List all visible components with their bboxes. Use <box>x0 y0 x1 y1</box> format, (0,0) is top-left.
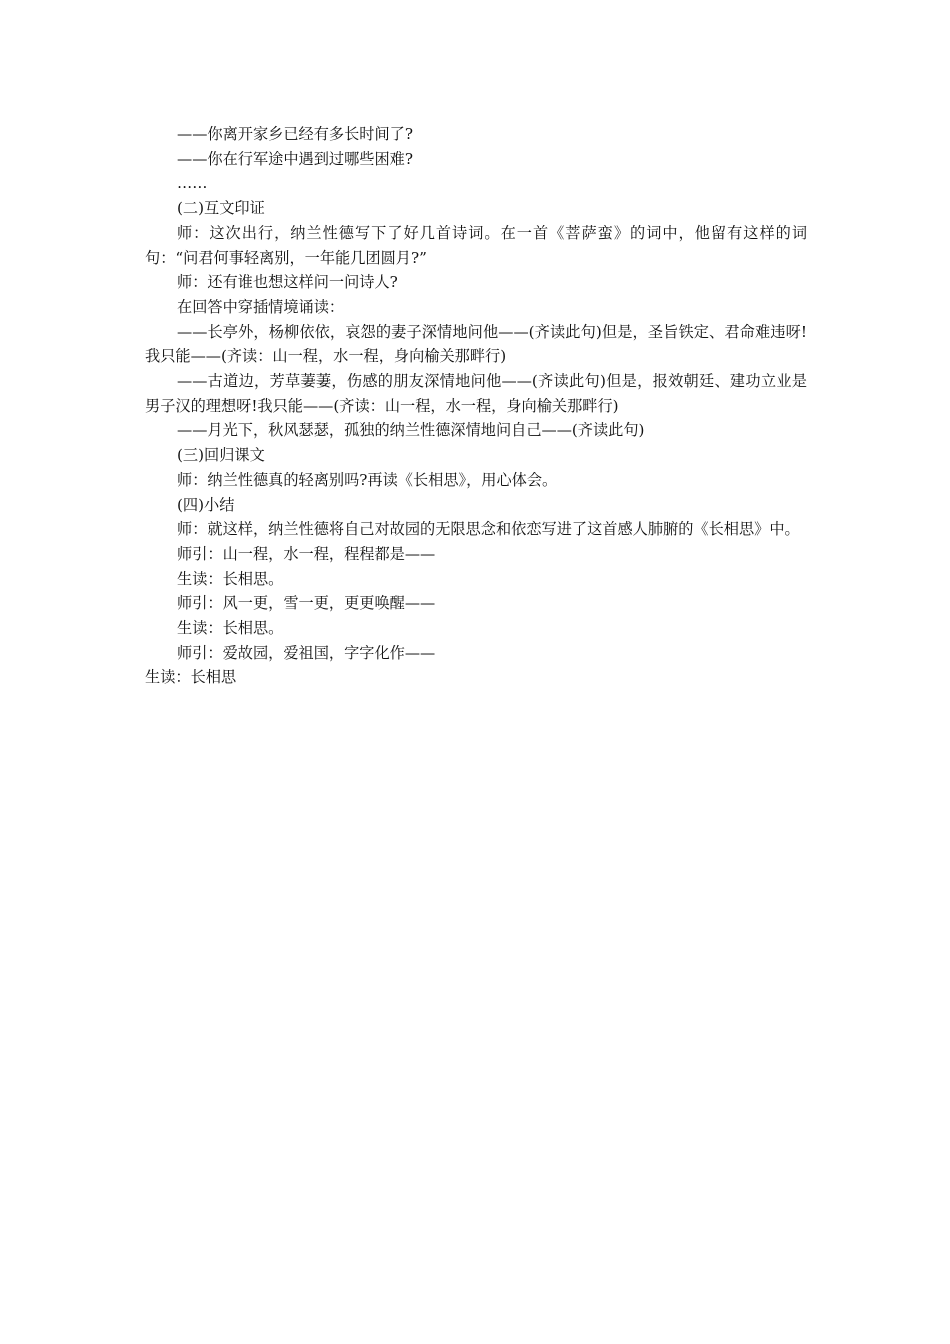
question-line-2: ——你在行军途中遇到过哪些困难? <box>177 149 413 168</box>
student-reply-3: 生读：长相思 <box>145 668 237 687</box>
student-reply-1: 生读：长相思。 <box>177 569 284 588</box>
teacher-prompt-1: 师引：山一程，水一程，程程都是—— <box>177 544 436 563</box>
reading-paragraph-2: ——古道边，芳草萋萋，伤感的朋友深情地问他——(齐读此句)但是，报效朝廷、建功立业是男子汉的理想呀!我只能——(齐读：山一程，水一程，身向榆关那畔行) <box>145 372 807 415</box>
ellipsis-line: …… <box>177 174 208 193</box>
teacher-paragraph-3: 师：纳兰性德真的轻离别吗?再读《长相思》，用心体会。 <box>177 470 558 489</box>
document-body <box>145 122 807 690</box>
section-heading-2: (二)互文印证 <box>177 199 265 218</box>
teacher-paragraph-2: 师：还有谁也想这样问一问诗人? <box>177 273 398 292</box>
section-heading-3: (三)回归课文 <box>177 446 265 465</box>
instruction-paragraph: 在回答中穿插情境诵读： <box>177 297 345 316</box>
question-line-1: ——你离开家乡已经有多长时间了? <box>177 125 413 143</box>
reading-paragraph-1: ——长亭外，杨柳依依，哀怨的妻子深情地问他——(齐读此句)但是，圣旨铁定、君命难违呀!我只能——(齐读：山一程，水一程，身向榆关那畔行) <box>145 322 807 366</box>
teacher-prompt-3: 师引：爱故园，爱祖国，字字化作—— <box>177 643 436 662</box>
student-reply-2: 生读：长相思。 <box>177 619 284 638</box>
reading-paragraph-3: ——月光下，秋风瑟瑟，孤独的纳兰性德深情地问自己——(齐读此句) <box>177 421 645 440</box>
teacher-paragraph-1: 师：这次出行，纳兰性德写下了好几首诗词。在一首《菩萨蛮》的词中，他留有这样的词句：“问君何事轻离别，一年能几团圆月?” <box>145 223 807 267</box>
section-heading-4: (四)小结 <box>177 495 235 514</box>
summary-paragraph: 师：就这样，纳兰性德将自己对故园的无限思念和依恋写进了这首感人肺腑的《长相思》中。 <box>177 520 800 539</box>
teacher-prompt-2: 师引：风一更，雪一更，更更唤醒—— <box>177 594 436 613</box>
